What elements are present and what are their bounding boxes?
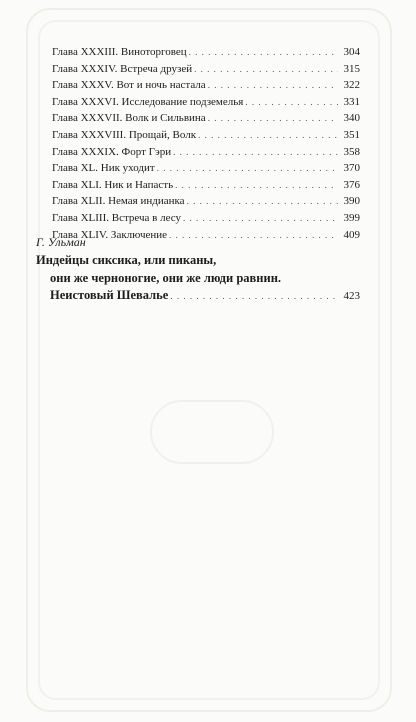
toc-entry-page: 409 xyxy=(343,228,360,241)
table-of-contents xyxy=(52,44,360,243)
toc-leader-dots xyxy=(194,61,338,78)
toc-entry xyxy=(52,210,360,227)
toc-entry xyxy=(52,44,360,61)
author-name: Г. Ульман xyxy=(36,235,86,249)
toc-entry xyxy=(52,94,360,111)
toc-entry-title: Глава XLI. Ник и Напасть xyxy=(52,178,174,191)
toc-entry-title: Глава XXXVI. Исследование подземелья xyxy=(52,95,244,108)
toc-entry xyxy=(52,77,360,94)
toc-entry-title: Глава XXXVII. Волк и Сильвина xyxy=(52,112,206,125)
toc-entry xyxy=(52,160,360,177)
toc-leader-dots xyxy=(189,44,338,61)
toc-entry xyxy=(52,61,360,78)
toc-entry xyxy=(52,127,360,144)
toc-leader-dots xyxy=(157,160,338,177)
toc-leader-dots xyxy=(173,144,338,161)
work-entry xyxy=(36,252,360,306)
work-leader-dots xyxy=(170,288,338,306)
toc-entry xyxy=(52,227,360,244)
toc-entry-page: 331 xyxy=(343,95,360,108)
toc-leader-dots xyxy=(183,210,338,227)
show-through-ornament xyxy=(150,400,274,464)
toc-leader-dots xyxy=(208,77,338,94)
toc-entry-page: 370 xyxy=(343,162,360,175)
toc-entry-page: 351 xyxy=(343,128,360,141)
toc-entry xyxy=(52,177,360,194)
toc-entry-page: 340 xyxy=(343,112,360,125)
toc-leader-dots xyxy=(175,177,338,194)
toc-leader-dots xyxy=(169,227,338,244)
toc-entry-title: Глава XLII. Немая индианка xyxy=(52,195,185,208)
toc-entry-page: 315 xyxy=(343,62,360,75)
work-title-line-3: Неистовый Шевалье xyxy=(50,288,169,302)
toc-entry-page: 376 xyxy=(343,178,360,191)
toc-entry-title: Глава XXXVIII. Прощай, Волк xyxy=(52,128,197,141)
toc-entry-title: Глава XXXV. Вот и ночь настала xyxy=(52,79,206,92)
toc-entry-title: Глава XL. Ник уходит xyxy=(52,162,155,175)
toc-entry-page: 358 xyxy=(343,145,360,158)
work-title-line-1: Индейцы сиксика, или пиканы, xyxy=(36,253,217,267)
work-title-line-3-row xyxy=(36,287,360,306)
toc-entry-page: 322 xyxy=(343,79,360,92)
toc-entry-title: Глава XXXIII. Виноторговец xyxy=(52,46,187,58)
toc-entry xyxy=(52,193,360,210)
toc-entry xyxy=(52,110,360,127)
work-title-line-2: они же черноногие, они же люди равнин. xyxy=(50,270,282,285)
toc-entry-page: 399 xyxy=(343,211,360,224)
toc-leader-dots xyxy=(187,193,338,210)
work-page-number: 423 xyxy=(343,290,360,302)
toc-entry-title: Глава XLIII. Встреча в лесу xyxy=(52,211,181,224)
toc-entry xyxy=(52,144,360,161)
toc-leader-dots xyxy=(208,110,338,127)
toc-entry-page: 390 xyxy=(343,195,360,208)
toc-entry-title: Глава XXXIX. Форт Гэри xyxy=(52,145,172,158)
toc-leader-dots xyxy=(198,127,338,144)
toc-entry-page: 304 xyxy=(343,46,360,58)
toc-leader-dots xyxy=(245,94,338,111)
toc-entry-title: Глава XXXIV. Встреча друзей xyxy=(52,62,193,75)
toc-entry-title: Глава XLIV. Заключение xyxy=(52,228,168,241)
